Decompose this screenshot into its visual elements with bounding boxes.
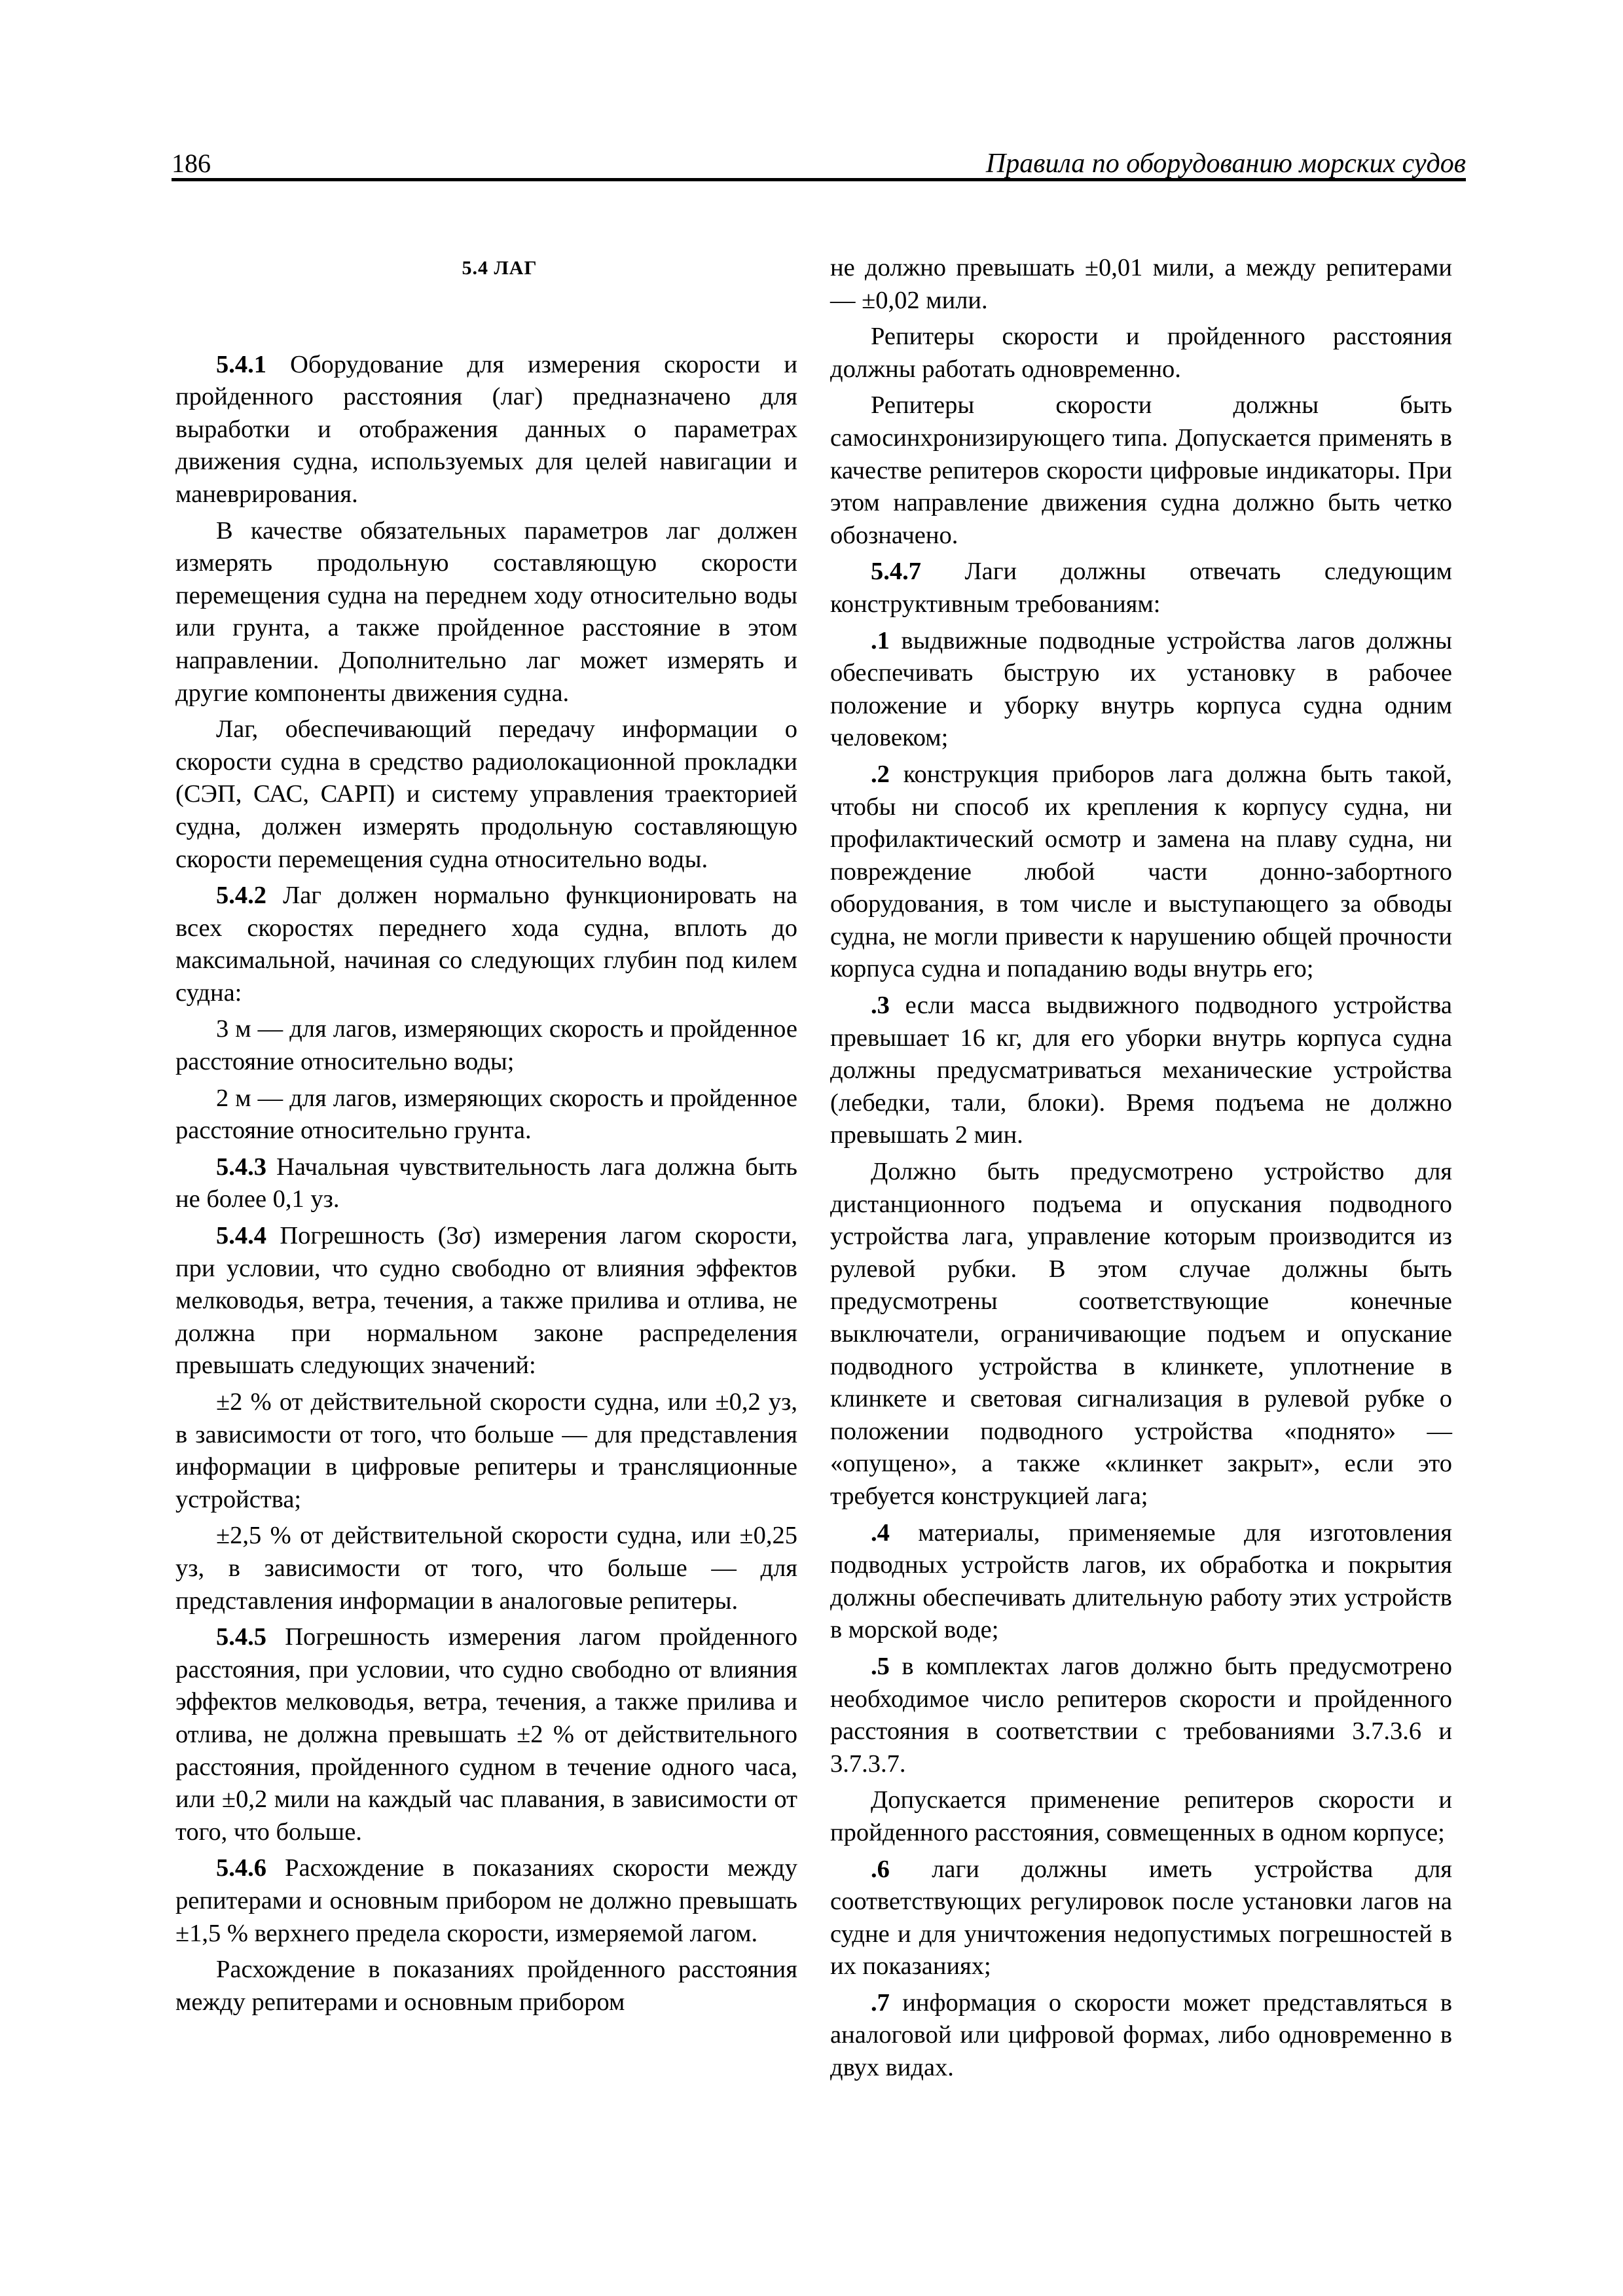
paragraph-text: В качестве обязательных параметров лаг должен измерять продольную составляющую скорости перемещения судна на переднем ходу относительно воды или грунта, а также пройденное расстояние в этом направлении. Дополнительно лаг может измерять и другие компоненты движения судна.: [175, 516, 797, 707]
paragraph-text: Погрешность (3σ) измерения лагом скорости, при условии, что судно свободно от влияния эффектов мелководья, ветра, течения, а также прилива и отлива, не должна при нормальном законе распределения превышать следующих значений:: [175, 1222, 797, 1380]
paragraph-text: Репитеры скорости и пройденного расстояния должны работать одновременно.: [830, 323, 1452, 383]
paragraph-text: 3 м — для лагов, измеряющих скорость и пройденное расстояние относительно воды;: [175, 1015, 797, 1076]
paragraph: [175, 1954, 797, 2018]
left-column: [175, 252, 797, 2022]
paragraph: [830, 1784, 1452, 1849]
paragraph-text: информация о скорости может представляться в аналоговой или цифровой формах, либо одновременно в двух видах.: [830, 1988, 1452, 2082]
paragraph-text: ±2,5 % от действительной скорости судна, или ±0,25 уз, в зависимости от того, что больше — для представления информации в аналоговые репитеры.: [175, 1522, 797, 1615]
paragraph-5-4-2: [175, 880, 797, 1009]
right-column: [830, 252, 1452, 2089]
paragraph-text: Репитеры скорости должны быть самосинхронизирующего типа. Допускается применять в качестве репитеров скорости цифровые индикаторы. При этом направление движения судна должно быть четко обозначено.: [830, 391, 1452, 549]
item-number: .7: [871, 1988, 890, 2017]
list-item-4: [830, 1517, 1452, 1647]
paragraph-text: Допускается применение репитеров скорости и пройденного расстояния, совмещенных в одном корпусе;: [830, 1786, 1452, 1846]
list-item-5: [830, 1651, 1452, 1780]
paragraph-5-4-6: [175, 1852, 797, 1950]
paragraph-text: 2 м — для лагов, измеряющих скорость и пройденное расстояние относительно грунта.: [175, 1084, 797, 1145]
paragraph-text: Должно быть предусмотрено устройство для дистанционного подъема и опускания подводного устройства лага, управление которым производится из рулевой рубки. В этом случае должны быть предусмотрены соответствующие конечные выключатели, ограничивающие подъем и опускание подводного устройства в клинкете, уплотнение в клинкете и световая сигнализация в рулевой рубке о положении подводного устройства «поднято» — «опущено», а также «клинкет закрыт», если это требуется конструкцией лага;: [830, 1158, 1452, 1510]
header-rule: [172, 178, 1466, 181]
paragraph: [175, 1386, 797, 1516]
clause-number: 5.4.4: [216, 1222, 266, 1250]
clause-number: 5.4.2: [216, 882, 266, 910]
paragraph-text: в комплектах лагов должно быть предусмотрено необходимое число репитеров скорости и пройденного расстояния в соответствии с требованиями 3.7.3.6 и 3.7.3.7.: [830, 1652, 1452, 1778]
running-title: Правила по оборудованию морских судов: [985, 149, 1466, 179]
paragraph: [830, 321, 1452, 386]
paragraph: [175, 1520, 797, 1617]
item-number: .4: [871, 1518, 890, 1547]
paragraph-text: не должно превышать ±0,01 мили, а между репитерами — ±0,02 мили.: [830, 254, 1452, 314]
paragraph-text: материалы, применяемые для изготовления подводных устройств лагов, их обработка и покрытия должны обеспечивать длительную работу этих устройств в морской воде;: [830, 1518, 1452, 1644]
paragraph: [175, 1013, 797, 1078]
paragraph: [830, 389, 1452, 552]
paragraph-text: если масса выдвижного подводного устройства превышает 16 кг, для его уборки внутрь корпуса судна должны предусматриваться механические устройства (лебедки, тали, блоки). Время подъема не должно превышать 2 мин.: [830, 992, 1452, 1149]
paragraph-5-4-4: [175, 1220, 797, 1382]
page-number: 186: [172, 149, 211, 178]
paragraph-continued: [830, 252, 1452, 317]
item-number: .3: [871, 992, 890, 1020]
paragraph-text: Лаг, обеспечивающий передачу информации о скорости судна в средство радиолокационной прокладки (СЭП, САС, САРП) и систему управления траекторией судна, должен измерять продольную составляющую скорости перемещения судна относительно воды.: [175, 715, 797, 873]
paragraph-text: конструкция приборов лага должна быть такой, чтобы ни способ их крепления к корпусу судна, ни профилактический осмотр и замена на плаву судна, ни повреждение любой части донно-забортного оборудования, в том числе и выступающего за обводы судна, не могли привести к нарушению общей прочности корпуса судна и попаданию воды внутрь его;: [830, 760, 1452, 983]
paragraph: [175, 1083, 797, 1147]
paragraph-text: Погрешность измерения лагом пройденного расстояния, при условии, что судно свободно от влияния эффектов мелководья, ветра, течения, а также прилива и отлива, не должна превышать ±2 % от действительного расстояния, пройденного судном в течение одного часа, или ±0,2 мили на каждый час плавания, в зависимости от того, что больше.: [175, 1623, 797, 1846]
paragraph: [175, 713, 797, 876]
paragraph-text: Расхождение в показаниях пройденного расстояния между репитерами и основным прибором: [175, 1956, 797, 2016]
clause-number: 5.4.7: [871, 558, 921, 586]
paragraph-text: лаги должны иметь устройства для соответствующих регулировок после установки лагов на судне и для уничтожения недопустимых погрешностей в их показаниях;: [830, 1855, 1452, 1981]
list-item-6: [830, 1854, 1452, 1983]
clause-number: 5.4.6: [216, 1854, 266, 1882]
paragraph-text: Лаг должен нормально функционировать на всех скоростях переднего хода судна, вплоть до максимальной, начиная со следующих глубин под килем судна:: [175, 882, 797, 1007]
item-number: .6: [871, 1855, 890, 1883]
list-item-2: [830, 759, 1452, 986]
clause-number: 5.4.1: [216, 350, 266, 378]
paragraph-text: ±2 % от действительной скорости судна, или ±0,2 уз, в зависимости от того, что больше — для представления информации в цифровые репитеры и трансляционные устройства;: [175, 1388, 797, 1513]
paragraph-5-4-7: [830, 556, 1452, 620]
paragraph-text: Лаги должны отвечать следующим конструктивным требованиям:: [830, 558, 1452, 618]
paragraph-5-4-1: [175, 349, 797, 511]
clause-number: 5.4.5: [216, 1623, 266, 1651]
paragraph-text: Начальная чувствительность лага должна быть не более 0,1 уз.: [175, 1153, 797, 1213]
paragraph-text: Оборудование для измерения скорости и пройденного расстояния (лаг) предназначено для выработки и отображения данных о параметрах движения судна, используемых для целей навигации и маневрирования.: [175, 350, 797, 508]
paragraph-text: Расхождение в показаниях скорости между репитерами и основным прибором не должно превышать ±1,5 % верхнего предела скорости, измеряемой лагом.: [175, 1854, 797, 1947]
list-item-1: [830, 625, 1452, 755]
paragraph: [830, 1156, 1452, 1513]
list-item-3: [830, 990, 1452, 1152]
section-title: 5.4 ЛАГ: [462, 257, 538, 279]
paragraph-5-4-5: [175, 1621, 797, 1848]
clause-number: 5.4.3: [216, 1153, 266, 1181]
item-number: .1: [871, 626, 890, 655]
paragraph-text: выдвижные подводные устройства лагов должны обеспечивать быструю их установку в рабочее положение и уборку внутрь корпуса судна одним человеком;: [830, 626, 1452, 752]
item-number: .5: [871, 1652, 890, 1680]
list-item-7: [830, 1987, 1452, 2085]
paragraph: [175, 515, 797, 710]
item-number: .2: [871, 760, 890, 788]
paragraph-5-4-3: [175, 1151, 797, 1216]
